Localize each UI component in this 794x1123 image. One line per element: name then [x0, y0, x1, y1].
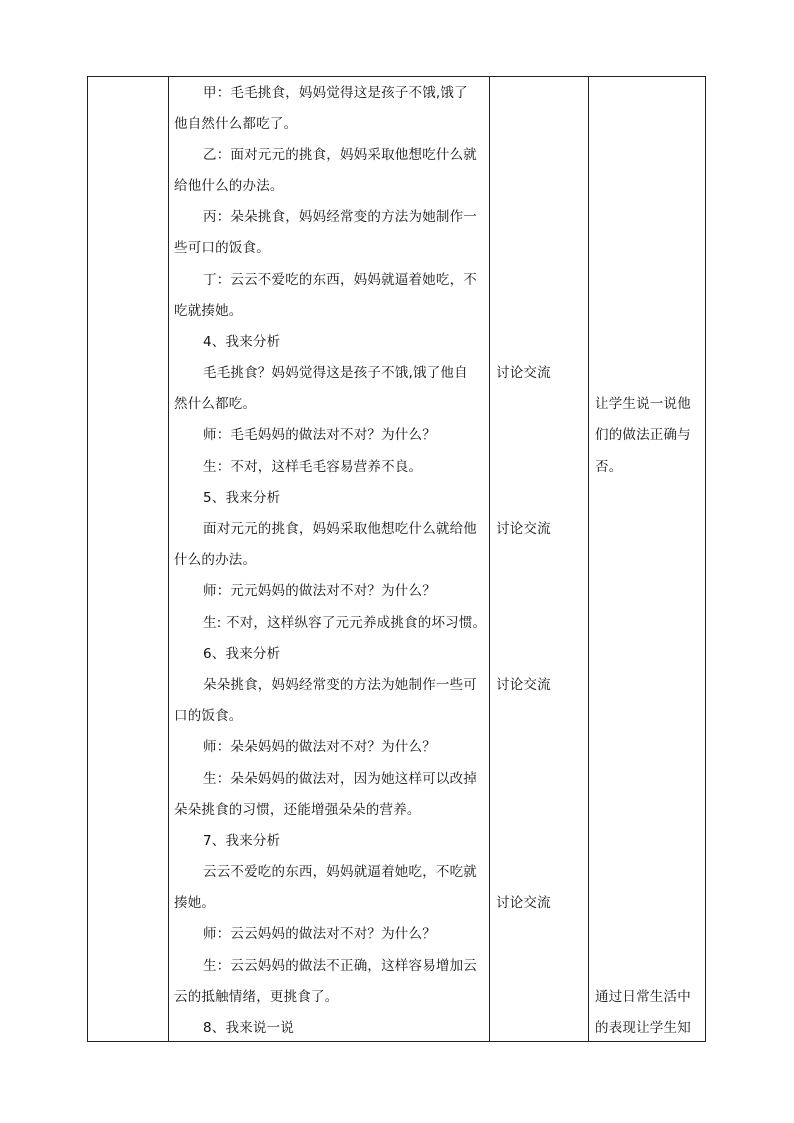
content-line: 师：元元妈妈的做法对不对？为什么？: [203, 583, 436, 599]
content-line: 丙：朵朵挑食，妈妈经常变的方法为她制作一: [203, 209, 477, 225]
intent-line: 否。: [595, 459, 623, 475]
activity-line: 讨论交流: [496, 521, 551, 537]
content-line: 面对元元的挑食，妈妈采取他想吃什么就给他: [203, 521, 477, 537]
column-divider: [489, 77, 490, 1041]
activity-line: 讨论交流: [496, 365, 551, 381]
column-divider: [588, 77, 589, 1041]
activity-line: 讨论交流: [496, 895, 551, 911]
column-divider: [168, 77, 169, 1041]
content-line: 生: 不对，这样纵容了元元养成挑食的坏习惯。: [203, 615, 487, 631]
content-line: 揍她。: [174, 895, 216, 911]
content-line: 毛毛挑食？妈妈觉得这是孩子不饿,饿了他自: [203, 365, 468, 381]
content-line: 云的抵触情绪，更挑食了。: [174, 989, 339, 1005]
content-line: 他自然什么都吃了。: [174, 116, 298, 132]
content-line: 生：不对，这样毛毛容易营养不良。: [203, 459, 423, 475]
content-line: 些可口的饭食。: [174, 240, 270, 256]
content-line: 朵朵挑食的习惯，还能增强朵朵的营养。: [174, 802, 421, 818]
intent-line: 通过日常生活中: [595, 989, 691, 1005]
activity-line: 讨论交流: [496, 677, 551, 693]
intent-line: 的表现让学生知: [595, 1020, 691, 1036]
content-line: 生：朵朵妈妈的做法对，因为她这样可以改掉: [203, 771, 477, 787]
lesson-table: [87, 76, 706, 1042]
content-line: 师：朵朵妈妈的做法对不对？为什么？: [203, 739, 436, 755]
content-line: 丁：云云不爱吃的东西，妈妈就逼着她吃，不: [203, 272, 477, 288]
content-line: 7、我来分析: [203, 833, 281, 849]
intent-line: 让学生说一说他: [595, 396, 691, 412]
content-line: 什么的办法。: [174, 552, 257, 568]
content-line: 6、我来分析: [203, 646, 281, 662]
content-line: 口的饭食。: [174, 708, 243, 724]
content-line: 8、我来说一说: [203, 1020, 294, 1036]
content-line: 乙：面对元元的挑食，妈妈采取他想吃什么就: [203, 147, 477, 163]
content-line: 生：云云妈妈的做法不正确，这样容易增加云: [203, 958, 477, 974]
content-line: 4、我来分析: [203, 334, 281, 350]
content-line: 给他什么的办法。: [174, 178, 284, 194]
intent-line: 们的做法正确与: [595, 427, 691, 443]
content-line: 5、我来分析: [203, 490, 281, 506]
content-line: 甲：毛毛挑食，妈妈觉得这是孩子不饿,饿了: [203, 85, 468, 101]
content-line: 师：毛毛妈妈的做法对不对？为什么？: [203, 427, 436, 443]
content-line: 云云不爱吃的东西，妈妈就逼着她吃，不吃就: [203, 864, 477, 880]
content-line: 师：云云妈妈的做法对不对？为什么？: [203, 926, 436, 942]
content-line: 吃就揍她。: [174, 303, 243, 319]
content-line: 朵朵挑食，妈妈经常变的方法为她制作一些可: [203, 677, 477, 693]
content-line: 然什么都吃。: [174, 396, 257, 412]
